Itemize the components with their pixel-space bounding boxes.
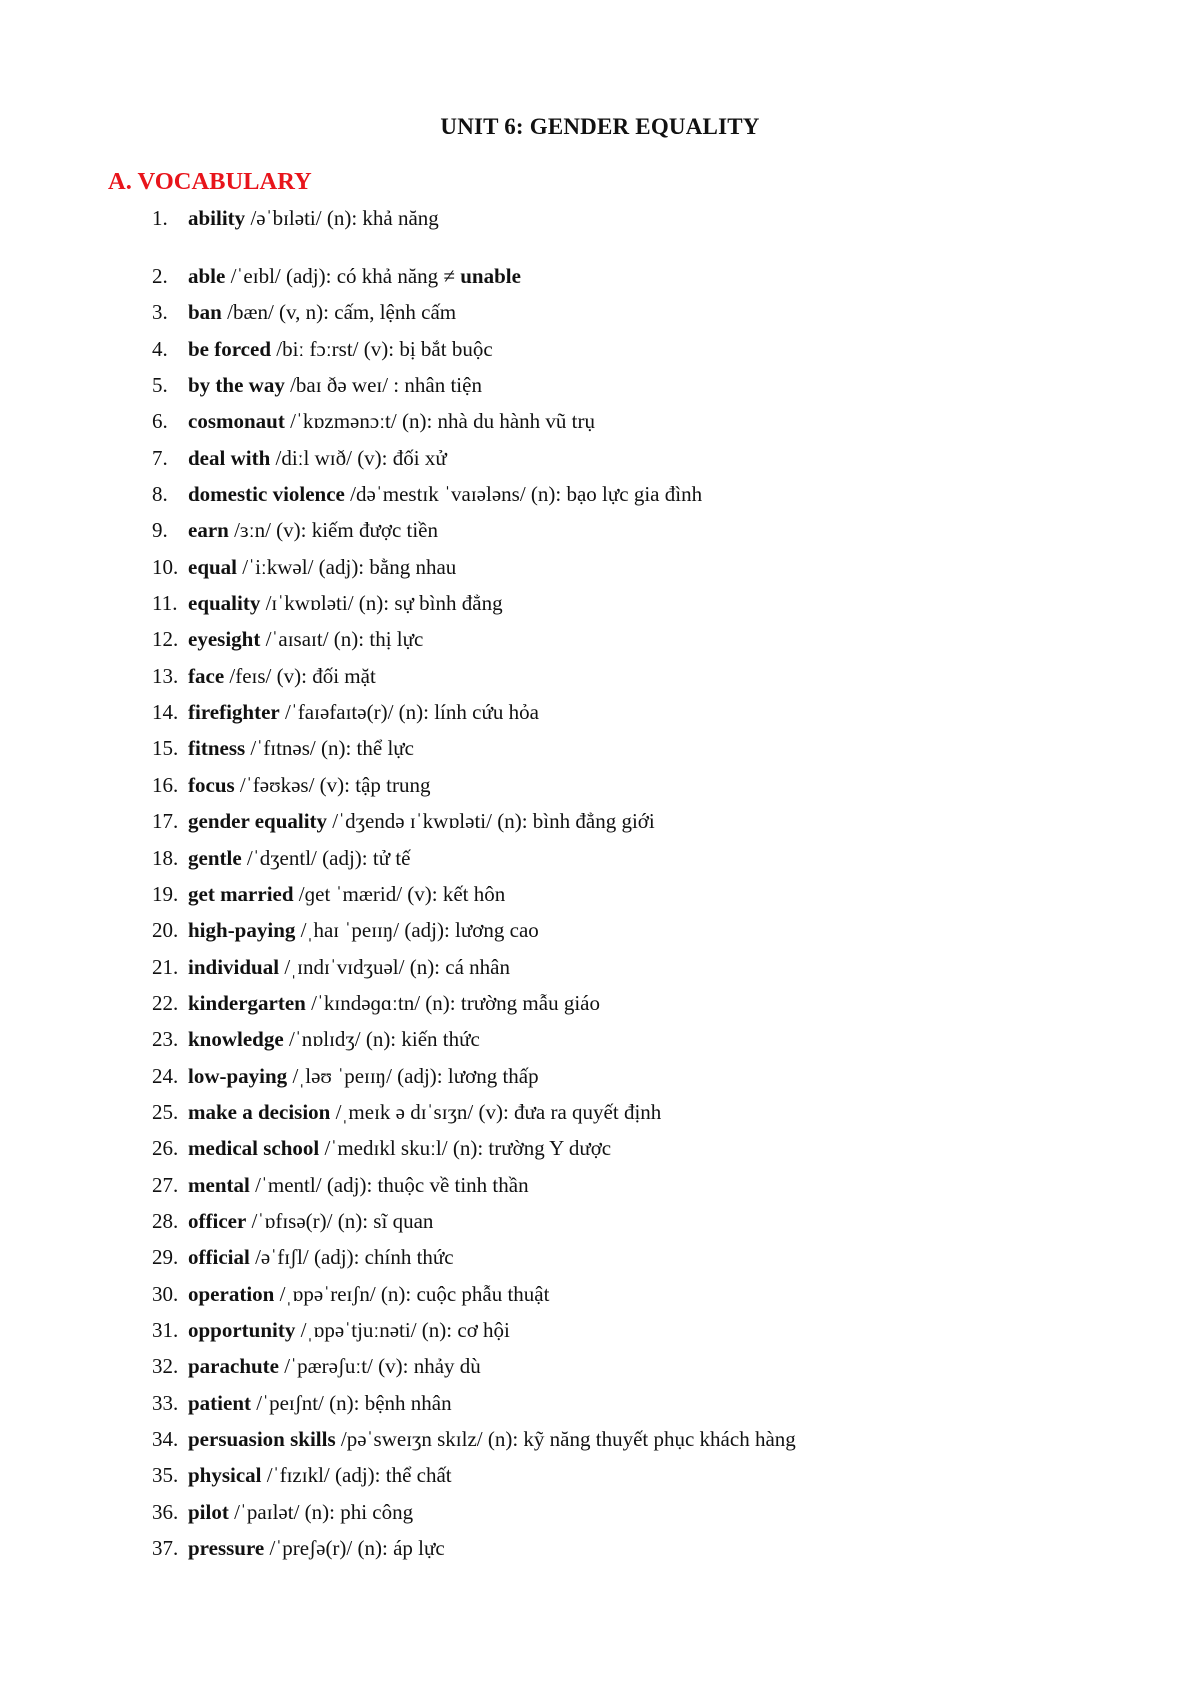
item-number: 2.: [152, 264, 168, 288]
vocab-term: medical school: [188, 1136, 320, 1161]
vocab-term: eyesight: [188, 627, 261, 652]
item-body: [188, 1137, 611, 1159]
item-body: [188, 592, 503, 614]
vocab-definition: /ˈkɪndəɡɑːtn/ (n): trường mẫu giáo: [305, 990, 600, 1015]
vocab-definition: /pəˈsweɪʒn skɪlz/ (n): kỹ năng thuyết phục khách hàng: [335, 1427, 796, 1451]
list-item: [0, 1537, 1200, 1573]
vocab-term: high-paying: [188, 918, 296, 943]
vocab-antonym: unable: [460, 264, 521, 288]
list-item: [0, 737, 1200, 773]
item-number: 15.: [152, 736, 179, 761]
list-item: [0, 992, 1200, 1028]
vocab-definition: /ˈaɪsaɪt/ (n): thị lực: [260, 627, 424, 652]
item-body: [188, 737, 414, 759]
vocab-definition: /ˈfaɪəfaɪtə(r)/ (n): lính cứu hỏa: [279, 700, 539, 725]
list-item: [0, 1065, 1200, 1101]
vocab-definition: /əˈfɪʃl/ (adj): chính thức: [249, 1245, 454, 1270]
vocabulary-list: [0, 207, 1200, 1573]
item-body: [188, 1101, 661, 1123]
vocab-term: equality: [188, 591, 261, 616]
item-number: 31.: [152, 1317, 179, 1342]
list-item: [0, 1246, 1200, 1282]
item-body: [188, 956, 510, 978]
vocab-definition: /ˈdʒentl/ (adj): tử tế: [241, 845, 411, 870]
item-number: 8.: [152, 482, 168, 507]
item-number: 11.: [152, 591, 178, 616]
list-item: [0, 410, 1200, 446]
list-item: [0, 1137, 1200, 1173]
item-number: 37.: [152, 1536, 179, 1561]
list-item: [0, 556, 1200, 592]
list-item: [0, 265, 1200, 301]
item-body: [188, 410, 595, 432]
list-item: [0, 338, 1200, 374]
vocab-term: low-paying: [188, 1063, 288, 1088]
vocab-definition: /ˌləʊ ˈpeɪɪŋ/ (adj): lương thấp: [287, 1063, 539, 1088]
item-number: 3.: [152, 300, 168, 325]
list-item: [0, 447, 1200, 483]
item-number: 12.: [152, 627, 179, 652]
vocab-definition: /ˈpreʃə(r)/ (n): áp lực: [264, 1536, 445, 1561]
vocab-definition: /ɜːn/ (v): kiếm được tiền: [228, 518, 439, 543]
page-title: UNIT 6: GENDER EQUALITY: [440, 114, 760, 139]
vocab-definition: /ˌɪndɪˈvɪdʒuəl/ (n): cá nhân: [279, 954, 510, 979]
item-number: 7.: [152, 445, 168, 470]
vocab-term: officer: [188, 1208, 247, 1233]
item-body: [188, 847, 410, 869]
item-body: [188, 301, 456, 323]
item-number: 29.: [152, 1245, 179, 1270]
list-item: [0, 883, 1200, 919]
item-body: [188, 556, 456, 578]
item-body: [188, 1174, 529, 1196]
vocab-term: pilot: [188, 1499, 229, 1524]
vocab-definition: /ˈpaɪlət/ (n): phi công: [228, 1499, 414, 1524]
vocab-definition: /ˈfəʊkəs/ (v): tập trung: [234, 772, 431, 797]
vocab-term: make a decision: [188, 1099, 331, 1124]
item-number: 5.: [152, 373, 168, 398]
item-number: 34.: [152, 1427, 179, 1451]
list-item: [0, 592, 1200, 628]
item-number: 4.: [152, 336, 168, 361]
item-body: [188, 265, 521, 287]
item-body: [188, 1028, 480, 1050]
list-item: [0, 301, 1200, 337]
vocab-definition: /ˈpærəʃuːt/ (v): nhảy dù: [279, 1354, 481, 1379]
item-number: 32.: [152, 1354, 179, 1379]
list-item: [0, 1028, 1200, 1064]
vocab-term: physical: [188, 1463, 262, 1488]
vocab-definition: /ˈɒfɪsə(r)/ (n): sĩ quan: [246, 1208, 434, 1233]
vocab-term: mental: [188, 1172, 250, 1197]
list-item: [0, 847, 1200, 883]
item-body: [188, 665, 376, 687]
vocab-term: patient: [188, 1390, 251, 1415]
item-body: [188, 919, 539, 941]
item-body: [188, 1392, 452, 1414]
list-item: [0, 1464, 1200, 1500]
vocab-definition: /ˈpeɪʃnt/ (n): bệnh nhân: [251, 1390, 452, 1415]
item-body: [188, 447, 447, 469]
item-body: [188, 1355, 481, 1377]
vocab-term: gender equality: [188, 809, 328, 834]
vocab-term: knowledge: [188, 1027, 284, 1052]
item-body: [188, 519, 438, 541]
list-item: [0, 483, 1200, 519]
vocab-term: earn: [188, 518, 229, 543]
vocab-definition: /ˈkɒzmənɔːt/ (n): nhà du hành vũ trụ: [284, 409, 595, 434]
vocab-definition: /ˈmentl/ (adj): thuộc về tinh thần: [249, 1172, 529, 1197]
vocab-definition: /feɪs/ (v): đối mặt: [224, 663, 376, 688]
item-body: [188, 338, 493, 360]
item-number: 19.: [152, 881, 179, 906]
vocab-definition: /ˌhaɪ ˈpeɪɪŋ/ (adj): lương cao: [295, 918, 539, 943]
item-number: 26.: [152, 1136, 179, 1161]
vocab-definition: /dəˈmestɪk ˈvaɪələns/ (n): bạo lực gia đình: [344, 482, 703, 507]
list-item: [0, 810, 1200, 846]
vocab-term: persuasion skills: [188, 1427, 336, 1451]
item-body: [188, 774, 430, 796]
vocab-term: deal with: [188, 445, 271, 470]
vocab-definition: /baɪ ðə weɪ/ : nhân tiện: [284, 373, 482, 398]
item-number: 25.: [152, 1099, 179, 1124]
list-item: [0, 956, 1200, 992]
vocab-definition: /əˈbɪləti/ (n): khả năng: [245, 206, 439, 230]
vocab-term: domestic violence: [188, 482, 345, 507]
vocab-definition: /ˈiːkwəl/ (adj): bằng nhau: [237, 554, 457, 579]
vocab-definition: /ɡet ˈmærid/ (v): kết hôn: [293, 881, 506, 906]
vocab-definition: /ɪˈkwɒləti/ (n): sự bình đẳng: [260, 591, 503, 616]
vocab-definition: /ˈfɪtnəs/ (n): thể lực: [245, 736, 415, 761]
vocab-term: parachute: [188, 1354, 279, 1379]
item-body: [188, 1319, 510, 1341]
vocab-term: able: [188, 264, 226, 288]
list-item: [0, 1501, 1200, 1537]
list-item: [0, 1428, 1200, 1464]
item-number: 13.: [152, 663, 179, 688]
vocab-term: opportunity: [188, 1317, 296, 1342]
vocab-term: firefighter: [188, 700, 280, 725]
list-item: [0, 1283, 1200, 1319]
item-body: [188, 1065, 539, 1087]
list-item: [0, 665, 1200, 701]
item-number: 9.: [152, 518, 168, 543]
item-number: 28.: [152, 1208, 179, 1233]
item-number: 21.: [152, 954, 179, 979]
item-number: 33.: [152, 1390, 179, 1415]
item-body: [188, 883, 505, 905]
list-item: [0, 1355, 1200, 1391]
vocab-term: kindergarten: [188, 990, 306, 1015]
vocab-term: operation: [188, 1281, 275, 1306]
item-body: [188, 1501, 413, 1523]
vocab-definition: /ˈfɪzɪkl/ (adj): thể chất: [261, 1463, 452, 1488]
item-body: [188, 992, 600, 1014]
vocab-term: official: [188, 1245, 250, 1270]
list-item: [0, 628, 1200, 664]
item-number: 1.: [152, 206, 168, 230]
list-item: [0, 1319, 1200, 1355]
vocab-term: equal: [188, 554, 238, 579]
item-number: 14.: [152, 700, 179, 725]
item-number: 27.: [152, 1172, 179, 1197]
vocab-definition: /ˈmedɪkl skuːl/ (n): trường Y dược: [319, 1136, 612, 1161]
list-item: [0, 919, 1200, 955]
item-number: 17.: [152, 809, 179, 834]
item-body: [188, 1428, 796, 1450]
item-body: [188, 207, 439, 229]
vocab-definition: /ˌɒpəˈtjuːnəti/ (n): cơ hội: [295, 1317, 510, 1342]
vocab-term: ban: [188, 300, 222, 325]
vocab-term: individual: [188, 954, 280, 979]
vocab-term: focus: [188, 772, 235, 797]
item-body: [188, 701, 539, 723]
vocab-definition: /ˈeɪbl/ (adj): có khả năng ≠: [225, 264, 461, 288]
vocab-term: be forced: [188, 336, 272, 361]
item-body: [188, 374, 482, 396]
vocab-definition: /diːl wɪð/ (v): đối xử: [270, 445, 447, 470]
list-item: [0, 701, 1200, 737]
vocab-term: fitness: [188, 736, 246, 761]
vocab-term: gentle: [188, 845, 242, 870]
vocab-definition: /ˌɒpəˈreɪʃn/ (n): cuộc phẫu thuật: [274, 1281, 550, 1306]
item-body: [188, 1464, 452, 1486]
item-number: 10.: [152, 554, 179, 579]
vocab-definition: /ˈdʒendə ɪˈkwɒləti/ (n): bình đẳng giới: [327, 809, 655, 834]
vocab-definition: /ˈnɒlɪdʒ/ (n): kiến thức: [283, 1027, 480, 1052]
vocab-term: pressure: [188, 1536, 265, 1561]
vocab-term: by the way: [188, 373, 285, 398]
item-body: [188, 483, 702, 505]
vocab-term: face: [188, 663, 225, 688]
item-number: 20.: [152, 918, 179, 943]
item-body: [188, 628, 423, 650]
item-body: [188, 810, 655, 832]
list-item: [0, 374, 1200, 410]
item-number: 23.: [152, 1027, 179, 1052]
item-number: 6.: [152, 409, 168, 434]
vocab-definition: /biː fɔːrst/ (v): bị bắt buộc: [271, 336, 493, 361]
item-body: [188, 1283, 549, 1305]
item-number: 24.: [152, 1063, 179, 1088]
item-number: 36.: [152, 1499, 179, 1524]
vocab-term: cosmonaut: [188, 409, 285, 434]
item-body: [188, 1537, 445, 1559]
list-item: [0, 1174, 1200, 1210]
vocab-definition: /ˌmeɪk ə dɪˈsɪʒn/ (v): đưa ra quyết định: [330, 1099, 662, 1124]
item-body: [188, 1210, 433, 1232]
list-item: [0, 519, 1200, 555]
vocab-term: ability: [188, 206, 246, 230]
item-number: 30.: [152, 1281, 179, 1306]
item-number: 22.: [152, 990, 179, 1015]
item-number: 16.: [152, 772, 179, 797]
list-item: [0, 774, 1200, 810]
item-body: [188, 1246, 454, 1268]
item-number: 18.: [152, 845, 179, 870]
list-item: [0, 207, 1200, 265]
section-heading-vocabulary: A. VOCABULARY: [108, 168, 312, 195]
list-item: [0, 1392, 1200, 1428]
item-number: 35.: [152, 1463, 179, 1488]
list-item: [0, 1101, 1200, 1137]
vocab-definition: /bæn/ (v, n): cấm, lệnh cấm: [221, 300, 457, 325]
vocab-term: get married: [188, 881, 294, 906]
list-item: [0, 1210, 1200, 1246]
